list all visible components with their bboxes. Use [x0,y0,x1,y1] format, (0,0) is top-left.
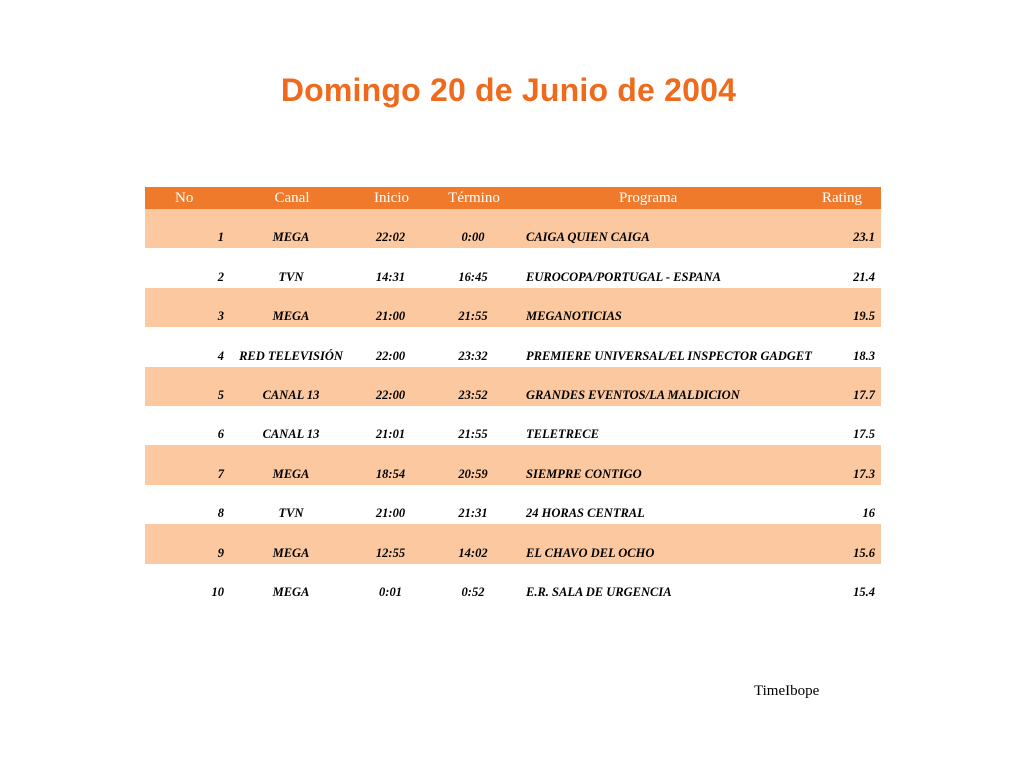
cell-no: 1 [145,209,230,248]
table-row [145,248,881,287]
cell-termino: 21:55 [429,406,519,445]
cell-no: 6 [145,406,230,445]
cell-rating: 16 [819,485,881,524]
cell-canal: TVN [230,248,354,287]
cell-termino: 21:55 [429,288,519,327]
cell-termino: 23:52 [429,367,519,406]
cell-programa: CAIGA QUIEN CAIGA [519,209,819,248]
cell-programa: EL CHAVO DEL OCHO [519,524,819,563]
source-credit: TimeIbope [754,683,820,699]
cell-inicio: 21:01 [354,406,429,445]
header-termino: Término [429,187,519,209]
table-header-row [145,187,881,209]
cell-no: 2 [145,248,230,287]
cell-rating: 21.4 [819,248,881,287]
table-row [145,406,881,445]
table-row [145,564,881,603]
cell-rating: 18.3 [819,327,881,366]
cell-programa: TELETRECE [519,406,819,445]
cell-termino: 21:31 [429,485,519,524]
cell-programa: SIEMPRE CONTIGO [519,445,819,484]
cell-rating: 17.5 [819,406,881,445]
cell-termino: 14:02 [429,524,519,563]
cell-no: 3 [145,288,230,327]
cell-termino: 20:59 [429,445,519,484]
cell-canal: CANAL 13 [230,406,354,445]
cell-inicio: 18:54 [354,445,429,484]
table-row [145,288,881,327]
cell-inicio: 14:31 [354,248,429,287]
cell-inicio: 21:00 [354,288,429,327]
cell-inicio: 21:00 [354,485,429,524]
cell-canal: TVN [230,485,354,524]
cell-rating: 15.4 [819,564,881,603]
ratings-table [145,187,881,603]
cell-no: 10 [145,564,230,603]
table-row [145,445,881,484]
cell-canal: MEGA [230,445,354,484]
cell-programa: EUROCOPA/PORTUGAL - ESPANA [519,248,819,287]
cell-termino: 16:45 [429,248,519,287]
header-programa: Programa [519,187,819,209]
cell-inicio: 22:00 [354,327,429,366]
cell-no: 8 [145,485,230,524]
cell-rating: 23.1 [819,209,881,248]
cell-termino: 23:32 [429,327,519,366]
table-row [145,485,881,524]
cell-termino: 0:00 [429,209,519,248]
cell-inicio: 0:01 [354,564,429,603]
cell-no: 7 [145,445,230,484]
cell-programa: E.R. SALA DE URGENCIA [519,564,819,603]
cell-rating: 15.6 [819,524,881,563]
cell-programa: 24 HORAS CENTRAL [519,485,819,524]
cell-canal: MEGA [230,209,354,248]
header-canal: Canal [230,187,354,209]
cell-inicio: 12:55 [354,524,429,563]
cell-no: 4 [145,327,230,366]
table-row [145,209,881,248]
cell-inicio: 22:00 [354,367,429,406]
cell-canal: CANAL 13 [230,367,354,406]
header-no: No [145,187,230,209]
page-title: Domingo 20 de Junio de 2004 [280,72,737,108]
header-inicio: Inicio [354,187,429,209]
cell-programa: GRANDES EVENTOS/LA MALDICION [519,367,819,406]
cell-rating: 17.3 [819,445,881,484]
table-row [145,367,881,406]
cell-canal: MEGA [230,524,354,563]
cell-termino: 0:52 [429,564,519,603]
cell-rating: 17.7 [819,367,881,406]
cell-programa: MEGANOTICIAS [519,288,819,327]
cell-no: 5 [145,367,230,406]
table-row [145,327,881,366]
cell-programa: PREMIERE UNIVERSAL/EL INSPECTOR GADGET [519,327,819,366]
cell-canal: MEGA [230,288,354,327]
cell-no: 9 [145,524,230,563]
cell-inicio: 22:02 [354,209,429,248]
table-row [145,524,881,563]
cell-canal: MEGA [230,564,354,603]
cell-canal: RED TELEVISIÓN [230,327,354,366]
header-rating: Rating [819,187,881,209]
cell-rating: 19.5 [819,288,881,327]
